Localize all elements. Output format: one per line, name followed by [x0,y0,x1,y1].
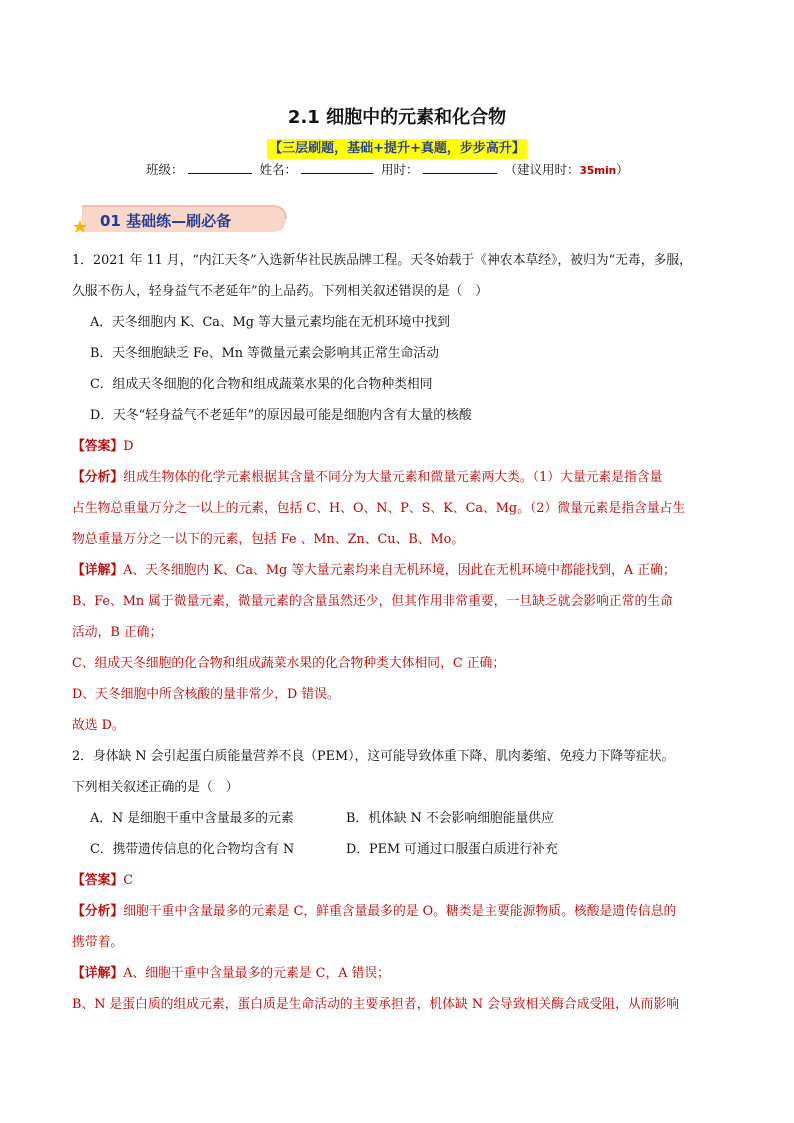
slogan-banner: 【三层刷题，基础+提升+真题，步步高升】 [267,139,527,159]
q1-analysis-line1 [72,462,742,493]
q1-option-a: A．天冬细胞内 K、Ca、Mg 等大量元素均能在无机环境中找到 [90,315,450,330]
question-content [72,245,742,1020]
q1-option-d: D．天冬“轻身益气不老延年”的原因最可能是细胞内含有大量的核酸 [90,408,472,423]
q1-option-b: B．天冬细胞缺乏 Fe、Mn 等微量元素会影响其正常生命活动 [90,346,439,361]
page-title: 2.1 细胞中的元素和化合物 [287,107,507,128]
q2-stem-line1: 2．身体缺 N 会引起蛋白质能量营养不良（PEM），这可能导致体重下降、肌肉萎缩、免疫力下降等症状。 [72,749,675,764]
q2-options-row1 [72,803,742,834]
q2-option-c: C．携带遗传信息的化合物均含有 N [90,842,295,857]
info-line [146,160,629,178]
class-blank [188,161,252,174]
q1-analysis-line2: 占生物总重量万分之一以上的元素，包括 C、H、O、N、P、S、K、Ca、Mg。（2）微量元素是指含量占生 [72,501,686,516]
q1-detail-line5: D、天冬细胞中所含核酸的量非常少，D 错误。 [72,687,340,702]
q2-analysis-line2: 携带着。 [72,935,124,950]
suggest-prefix: （建议用时： [504,162,580,177]
q2-answer-value: C [123,873,133,888]
q2-analysis-text1: 细胞干重中含量最多的元素是 C，鲜重含量最多的是 O。糖类是主要能源物质。核酸是遗传信息的 [123,904,677,919]
q2-options-row2 [72,834,742,865]
name-blank [301,161,373,174]
q1-detail-line3: 活动，B 正确； [72,625,163,640]
q1-detail-line6: 故选 D。 [72,718,125,733]
q2-detail-tag: 【详解】 [72,966,124,981]
q2-option-d: D．PEM 可通过口服蛋白质进行补充 [346,842,558,857]
q2-detail-line1 [72,958,742,989]
q1-analysis-tag: 【分析】 [72,470,124,485]
time-blank [423,161,497,174]
q2-analysis-line1 [72,896,742,927]
q2-option-a: A．N 是细胞干重中含量最多的元素 [90,811,294,826]
class-label: 班级： [146,162,184,177]
q2-detail-text1: A、细胞干重中含量最多的元素是 C，A 错误； [123,966,390,981]
q1-answer-tag: 【答案】 [72,439,124,454]
q2-detail-line2: B、N 是蛋白质的组成元素，蛋白质是生命活动的主要承担者，机体缺 N 会导致相关酶合成受阻，从而影响 [72,997,680,1012]
q1-analysis-text1: 组成生物体的化学元素根据其含量不同分为大量元素和微量元素两大类。（1）大量元素是指含量 [123,470,663,485]
q1-stem-line1: 1．2021 年 11 月，“内江天冬”入选新华社民族品牌工程。天冬始载于《神农本草经》，被归为“无毒，多服， [72,253,692,268]
q2-answer-tag: 【答案】 [72,873,124,888]
q1-detail-tag: 【详解】 [72,563,124,578]
section-title: 01 基础练—刷必备 [100,212,232,230]
q1-detail-line2: B、Fe、Mn 属于微量元素，微量元素的含量虽然还少，但其作用非常重要，一旦缺乏就会影响正常的生命 [72,594,673,609]
q2-option-b: B．机体缺 N 不会影响细胞能量供应 [346,811,554,826]
q1-analysis-line3: 物总重量万分之一以下的元素，包括 Fe 、Mn、Zn、Cu、B、Mo。 [72,532,465,547]
q1-answer-value: D [123,439,134,454]
q2-answer [72,865,742,896]
suggest-suffix: ） [616,162,629,177]
q1-stem-line2: 久服不伤人，轻身益气不老延年”的上品药。下列相关叙述错误的是（ ） [72,284,489,299]
section-banner [72,204,292,234]
name-label: 姓名： [259,162,298,177]
q1-detail-line4: C、组成天冬细胞的化合物和组成蔬菜水果的化合物种类大体相同，C 正确； [72,656,506,671]
q1-detail-line1 [72,555,742,586]
q1-option-c: C．组成天冬细胞的化合物和组成蔬菜水果的化合物种类相同 [90,377,433,392]
q1-answer [72,431,742,462]
time-label: 用时： [381,162,419,177]
q1-detail-text1: A、天冬细胞内 K、Ca、Mg 等大量元素均来自无机环境，因此在无机环境中都能找到，A 正确； [123,563,676,578]
suggest-time: 35min [579,165,617,177]
q2-analysis-tag: 【分析】 [72,904,124,919]
q2-stem-line2: 下列相关叙述正确的是（ ） [72,780,239,795]
